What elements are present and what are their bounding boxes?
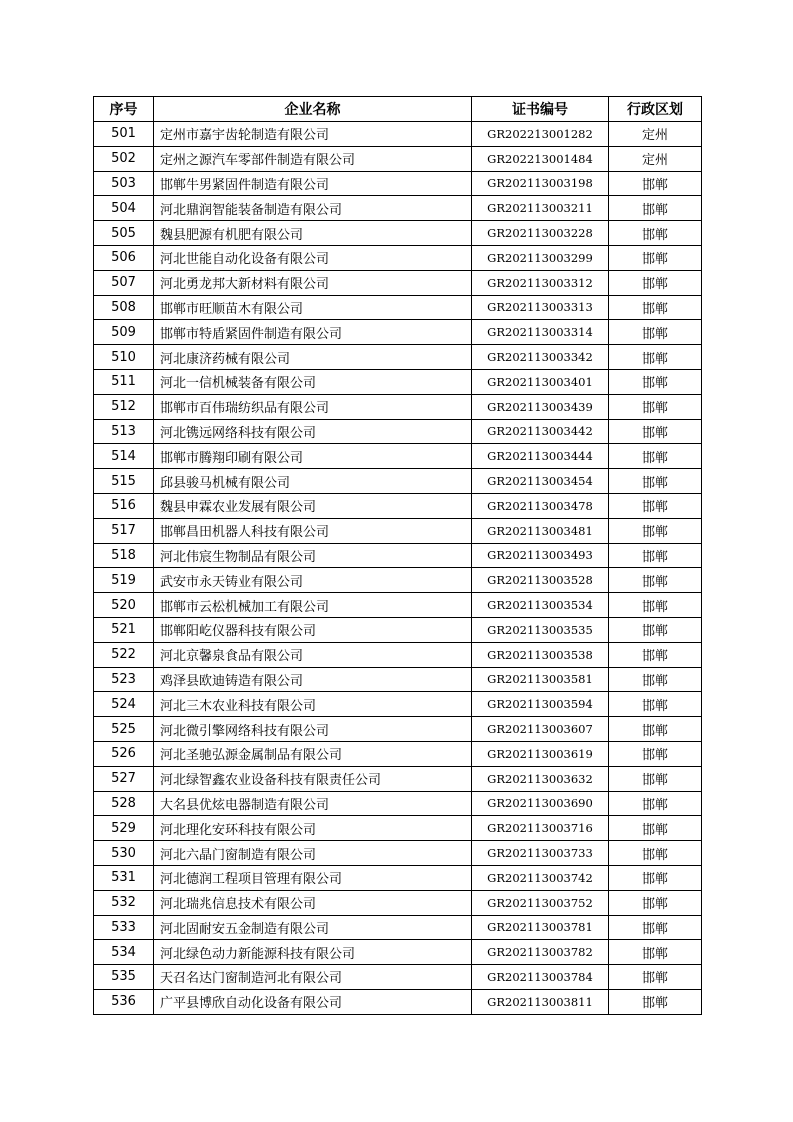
region-cell: 邯郸: [609, 196, 702, 221]
index-cell: 532: [94, 890, 154, 915]
region-cell: 邯郸: [609, 568, 702, 593]
certificate-number-cell: GR202113003493: [472, 543, 609, 568]
index-cell: 530: [94, 841, 154, 866]
index-cell: 514: [94, 444, 154, 469]
company-name-cell: 河北康济药械有限公司: [154, 345, 472, 370]
index-cell: 536: [94, 989, 154, 1014]
index-cell: 534: [94, 940, 154, 965]
index-cell: 522: [94, 642, 154, 667]
table-row: [94, 270, 702, 295]
index-cell: 535: [94, 965, 154, 990]
table-row: [94, 493, 702, 518]
certificate-number-cell: GR202113003782: [472, 940, 609, 965]
company-name-cell: 魏县肥源有机肥有限公司: [154, 221, 472, 246]
certificate-number-cell: GR202113003811: [472, 989, 609, 1014]
index-cell: 528: [94, 791, 154, 816]
index-cell: 518: [94, 543, 154, 568]
index-cell: 502: [94, 146, 154, 171]
company-name-cell: 邯郸阳屹仪器科技有限公司: [154, 617, 472, 642]
company-name-cell: 邯郸市腾翔印刷有限公司: [154, 444, 472, 469]
table-row: [94, 890, 702, 915]
company-name-cell: 河北圣驰弘源金属制品有限公司: [154, 741, 472, 766]
table-row: [94, 568, 702, 593]
company-name-cell: 河北瑞兆信息技术有限公司: [154, 890, 472, 915]
company-name-cell: 邯郸昌田机器人科技有限公司: [154, 518, 472, 543]
region-cell: 邯郸: [609, 915, 702, 940]
certificate-number-cell: GR202113003313: [472, 295, 609, 320]
region-cell: 邯郸: [609, 419, 702, 444]
table-row: [94, 915, 702, 940]
certificate-number-cell: GR202113003444: [472, 444, 609, 469]
company-name-cell: 河北德润工程项目管理有限公司: [154, 865, 472, 890]
header-index: 序号: [94, 97, 154, 122]
company-name-cell: 武安市永天铸业有限公司: [154, 568, 472, 593]
region-cell: 邯郸: [609, 369, 702, 394]
index-cell: 531: [94, 865, 154, 890]
table-row: [94, 518, 702, 543]
certificate-number-cell: GR202113003342: [472, 345, 609, 370]
index-cell: 527: [94, 766, 154, 791]
table-header-row: [94, 97, 702, 122]
certificate-number-cell: GR202213001282: [472, 122, 609, 147]
certificate-number-cell: GR202113003454: [472, 469, 609, 494]
index-cell: 513: [94, 419, 154, 444]
region-cell: 邯郸: [609, 171, 702, 196]
region-cell: 邯郸: [609, 940, 702, 965]
company-name-cell: 邯郸市特盾紧固件制造有限公司: [154, 320, 472, 345]
table-row: [94, 816, 702, 841]
index-cell: 504: [94, 196, 154, 221]
index-cell: 506: [94, 245, 154, 270]
region-cell: 邯郸: [609, 518, 702, 543]
table-row: [94, 865, 702, 890]
certificate-number-cell: GR202113003716: [472, 816, 609, 841]
certificate-number-cell: GR202113003619: [472, 741, 609, 766]
table-row: [94, 196, 702, 221]
index-cell: 533: [94, 915, 154, 940]
region-cell: 邯郸: [609, 692, 702, 717]
index-cell: 529: [94, 816, 154, 841]
index-cell: 521: [94, 617, 154, 642]
certificate-number-cell: GR202113003733: [472, 841, 609, 866]
table-row: [94, 791, 702, 816]
table-row: [94, 369, 702, 394]
certificate-number-cell: GR202113003581: [472, 667, 609, 692]
certificate-number-cell: GR202113003781: [472, 915, 609, 940]
region-cell: 邯郸: [609, 890, 702, 915]
region-cell: 邯郸: [609, 717, 702, 742]
region-cell: 邯郸: [609, 245, 702, 270]
certificate-number-cell: GR202113003314: [472, 320, 609, 345]
company-name-cell: 定州之源汽车零部件制造有限公司: [154, 146, 472, 171]
company-name-cell: 天召名达门窗制造河北有限公司: [154, 965, 472, 990]
index-cell: 526: [94, 741, 154, 766]
company-name-cell: 河北理化安环科技有限公司: [154, 816, 472, 841]
table-row: [94, 320, 702, 345]
certificate-number-cell: GR202113003535: [472, 617, 609, 642]
index-cell: 509: [94, 320, 154, 345]
index-cell: 524: [94, 692, 154, 717]
company-name-cell: 邯郸牛男紧固件制造有限公司: [154, 171, 472, 196]
index-cell: 520: [94, 593, 154, 618]
certificate-number-cell: GR202113003312: [472, 270, 609, 295]
table-row: [94, 122, 702, 147]
company-name-cell: 河北伟宸生物制品有限公司: [154, 543, 472, 568]
region-cell: 邯郸: [609, 543, 702, 568]
certificate-number-cell: GR202113003528: [472, 568, 609, 593]
region-cell: 邯郸: [609, 989, 702, 1014]
table-row: [94, 692, 702, 717]
certificate-number-cell: GR202113003478: [472, 493, 609, 518]
company-name-cell: 河北一信机械装备有限公司: [154, 369, 472, 394]
certificate-number-cell: GR202213001484: [472, 146, 609, 171]
region-cell: 邯郸: [609, 865, 702, 890]
index-cell: 511: [94, 369, 154, 394]
index-cell: 510: [94, 345, 154, 370]
index-cell: 505: [94, 221, 154, 246]
region-cell: 邯郸: [609, 345, 702, 370]
company-name-cell: 河北微引擎网络科技有限公司: [154, 717, 472, 742]
index-cell: 517: [94, 518, 154, 543]
company-name-cell: 魏县申霖农业发展有限公司: [154, 493, 472, 518]
index-cell: 508: [94, 295, 154, 320]
table-row: [94, 295, 702, 320]
certificate-number-cell: GR202113003538: [472, 642, 609, 667]
certificate-number-cell: GR202113003632: [472, 766, 609, 791]
company-name-cell: 邯郸市云松机械加工有限公司: [154, 593, 472, 618]
table-row: [94, 543, 702, 568]
company-name-cell: 河北镌远网络科技有限公司: [154, 419, 472, 444]
region-cell: 邯郸: [609, 617, 702, 642]
region-cell: 邯郸: [609, 816, 702, 841]
table-row: [94, 221, 702, 246]
region-cell: 邯郸: [609, 965, 702, 990]
company-name-cell: 鸡泽县欧迪铸造有限公司: [154, 667, 472, 692]
region-cell: 邯郸: [609, 221, 702, 246]
region-cell: 邯郸: [609, 295, 702, 320]
certificate-number-cell: GR202113003299: [472, 245, 609, 270]
table-row: [94, 989, 702, 1014]
certificate-number-cell: GR202113003784: [472, 965, 609, 990]
region-cell: 邯郸: [609, 444, 702, 469]
region-cell: 邯郸: [609, 766, 702, 791]
index-cell: 523: [94, 667, 154, 692]
certificate-number-cell: GR202113003198: [472, 171, 609, 196]
company-name-cell: 邯郸市百伟瑞纺织品有限公司: [154, 394, 472, 419]
company-name-cell: 河北绿色动力新能源科技有限公司: [154, 940, 472, 965]
region-cell: 邯郸: [609, 469, 702, 494]
table-row: [94, 444, 702, 469]
company-name-cell: 河北六晶门窗制造有限公司: [154, 841, 472, 866]
certificate-number-cell: GR202113003594: [472, 692, 609, 717]
region-cell: 邯郸: [609, 667, 702, 692]
company-name-cell: 广平县博欣自动化设备有限公司: [154, 989, 472, 1014]
company-name-cell: 邱县骏马机械有限公司: [154, 469, 472, 494]
certificate-number-cell: GR202113003439: [472, 394, 609, 419]
company-name-cell: 河北鼎润智能装备制造有限公司: [154, 196, 472, 221]
table-row: [94, 469, 702, 494]
enterprise-table: [93, 96, 702, 1015]
index-cell: 515: [94, 469, 154, 494]
table-row: [94, 617, 702, 642]
company-name-cell: 河北世能自动化设备有限公司: [154, 245, 472, 270]
region-cell: 邯郸: [609, 841, 702, 866]
certificate-number-cell: GR202113003690: [472, 791, 609, 816]
index-cell: 503: [94, 171, 154, 196]
region-cell: 定州: [609, 122, 702, 147]
company-name-cell: 大名县优炫电器制造有限公司: [154, 791, 472, 816]
region-cell: 邯郸: [609, 791, 702, 816]
header-region: 行政区划: [609, 97, 702, 122]
certificate-number-cell: GR202113003534: [472, 593, 609, 618]
index-cell: 516: [94, 493, 154, 518]
index-cell: 507: [94, 270, 154, 295]
index-cell: 519: [94, 568, 154, 593]
certificate-number-cell: GR202113003401: [472, 369, 609, 394]
region-cell: 定州: [609, 146, 702, 171]
header-company-name: 企业名称: [154, 97, 472, 122]
table-row: [94, 419, 702, 444]
company-name-cell: 邯郸市旺顺苗木有限公司: [154, 295, 472, 320]
table-row: [94, 741, 702, 766]
index-cell: 501: [94, 122, 154, 147]
table-row: [94, 642, 702, 667]
certificate-number-cell: GR202113003742: [472, 865, 609, 890]
certificate-number-cell: GR202113003752: [472, 890, 609, 915]
header-certificate-number: 证书编号: [472, 97, 609, 122]
certificate-number-cell: GR202113003607: [472, 717, 609, 742]
certificate-number-cell: GR202113003481: [472, 518, 609, 543]
region-cell: 邯郸: [609, 320, 702, 345]
company-name-cell: 河北京馨泉食品有限公司: [154, 642, 472, 667]
table-row: [94, 146, 702, 171]
table-row: [94, 717, 702, 742]
region-cell: 邯郸: [609, 642, 702, 667]
table-row: [94, 345, 702, 370]
certificate-number-cell: GR202113003442: [472, 419, 609, 444]
region-cell: 邯郸: [609, 593, 702, 618]
table-row: [94, 171, 702, 196]
table-row: [94, 245, 702, 270]
table-row: [94, 841, 702, 866]
region-cell: 邯郸: [609, 493, 702, 518]
table-row: [94, 667, 702, 692]
table-row: [94, 394, 702, 419]
index-cell: 512: [94, 394, 154, 419]
certificate-number-cell: GR202113003211: [472, 196, 609, 221]
company-name-cell: 河北绿智鑫农业设备科技有限责任公司: [154, 766, 472, 791]
table-row: [94, 593, 702, 618]
company-name-cell: 河北勇龙邦大新材料有限公司: [154, 270, 472, 295]
region-cell: 邯郸: [609, 394, 702, 419]
region-cell: 邯郸: [609, 270, 702, 295]
region-cell: 邯郸: [609, 741, 702, 766]
index-cell: 525: [94, 717, 154, 742]
table-row: [94, 965, 702, 990]
company-name-cell: 河北三木农业科技有限公司: [154, 692, 472, 717]
certificate-number-cell: GR202113003228: [472, 221, 609, 246]
table-body: [94, 122, 702, 1015]
table-row: [94, 766, 702, 791]
company-name-cell: 定州市嘉宇齿轮制造有限公司: [154, 122, 472, 147]
table-row: [94, 940, 702, 965]
company-name-cell: 河北固耐安五金制造有限公司: [154, 915, 472, 940]
